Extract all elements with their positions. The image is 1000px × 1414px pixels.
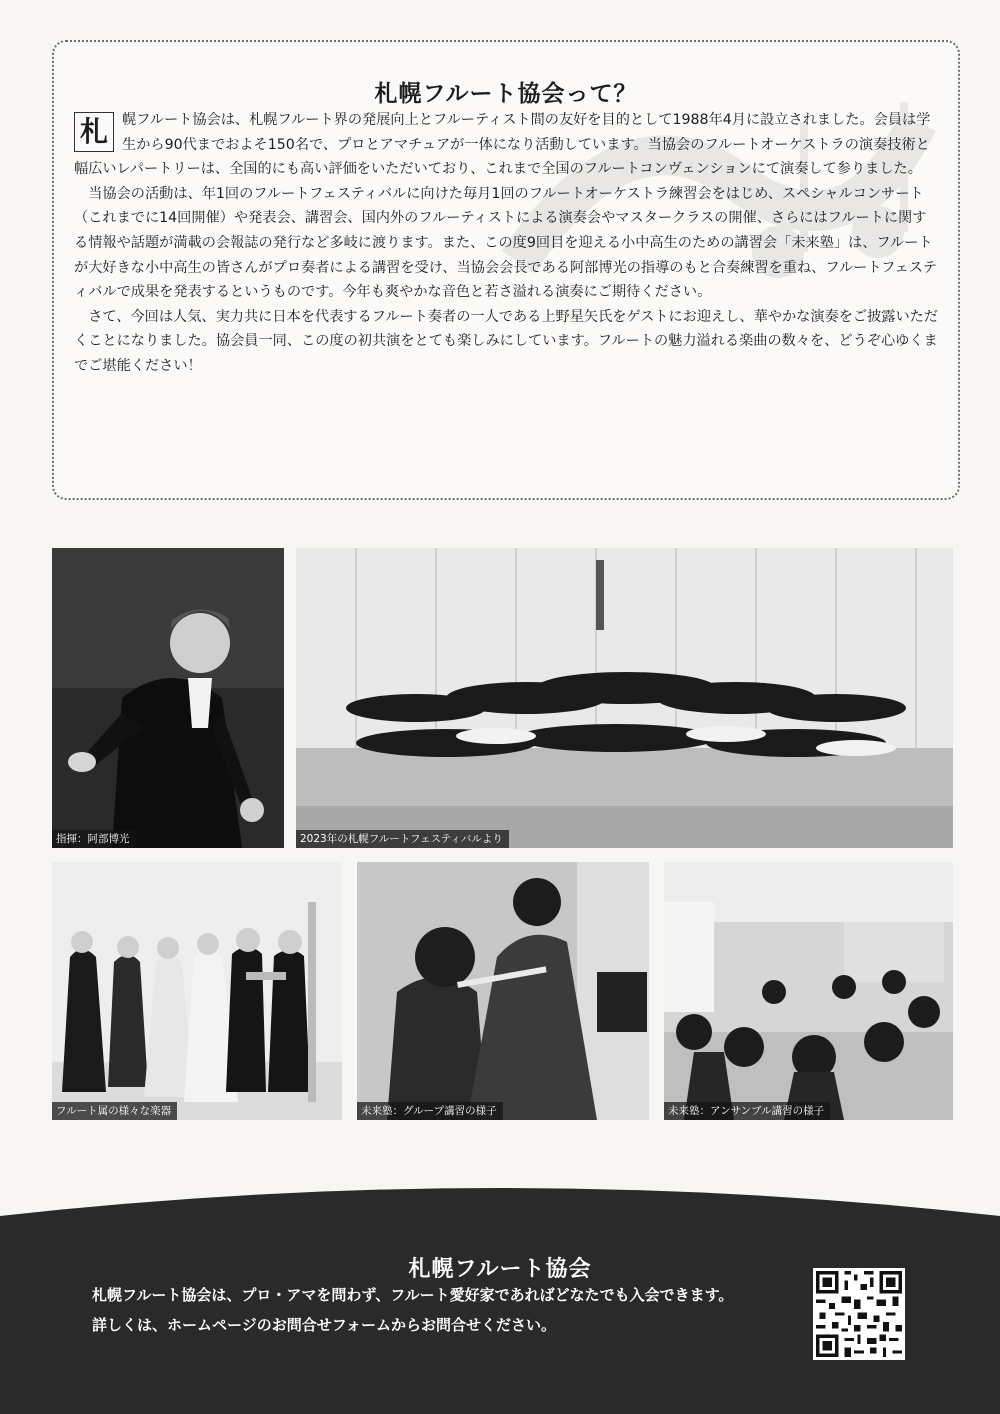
intro-paragraph-1 xyxy=(74,108,940,182)
festival-caption: 2023年の札幌フルートフェスティバルより xyxy=(296,830,509,848)
intro-title: 札幌フルート協会って？ xyxy=(374,81,638,108)
festival-photo xyxy=(296,548,953,848)
group-lesson-image-icon xyxy=(357,862,649,1120)
intro-paragraph-3: さて、今回は人気、実力共に日本を代表するフルート奏者の一人である上野星矢氏をゲストにお迎えし、華やかな演奏をご披露いただくことになりました。協会員一同、この度の初共演をとても楽しみにしています。フルートの魅力溢れる楽曲の数々を、どうぞ心ゆくまでご堪能ください！ xyxy=(74,308,939,374)
membership-line-1: 札幌フルート協会は、プロ・アマを問わず、フルート愛好家であればどなたでも入会できます。 xyxy=(92,1286,734,1304)
drop-cap: 札 xyxy=(74,112,114,152)
conductor-caption: 指揮：阿部博光 xyxy=(52,830,136,848)
instruments-photo xyxy=(52,862,342,1120)
flute-family-image-icon xyxy=(52,862,342,1120)
group-lesson-caption: 未来塾：グループ講習の様子 xyxy=(357,1102,503,1120)
membership-text xyxy=(92,1280,733,1340)
intro-body xyxy=(74,108,940,379)
ensemble-lesson-caption: 未来塾：アンサンブル講習の様子 xyxy=(664,1102,830,1120)
conductor-photo xyxy=(52,548,284,848)
membership-line-2: 詳しくは、ホームページのお問合せフォームからお問合せください。 xyxy=(92,1316,556,1334)
qr-code-icon[interactable] xyxy=(813,1268,905,1360)
intro-paragraph-1-text: 幌フルート協会は、札幌フルート界の発展向上とフルーティスト間の友好を目的として1988年4月に設立されました。会員は学生から90代までおよそ150名で、プロとアマチュアが一体になり活動しています。当協会のフルートオーケストラの演奏技術と幅広いレパートリーは、全国的にも高い評価をいただいており、これまで全国のフルートコンヴェンションにて演奏して参りました。 xyxy=(74,112,931,178)
conductor-image-icon xyxy=(52,548,284,848)
intro-paragraph-2: 当協会の活動は、年1回のフルートフェスティバルに向けた毎月1回のフルートオーケストラ練習会をはじめ、スペシャルコンサート（これまでに14回開催）や発表会、講習会、国内外のフルーティストによる演奏会やマスタークラスの開催、さらにはフルートに関する情報や話題が満載の会報誌の発行など多岐に渡ります。また、この度9回目を迎える小中高生のための講習会「未来塾」は、フルートが大好きな小中高生の皆さんがプロ奏者による講習を受け、当協会会長である阿部博光の指導のもと合奏練習を重ね、フルートフェスティバルで成果を発表するというものです。今年も爽やかな音色と若さ溢れる演奏にご期待ください。 xyxy=(74,185,937,301)
intro-box xyxy=(52,40,960,500)
ensemble-lesson-photo xyxy=(664,862,953,1120)
association-title: 札幌フルート協会 xyxy=(408,1257,592,1283)
festival-orchestra-image-icon xyxy=(296,548,953,848)
ensemble-lesson-image-icon xyxy=(664,862,953,1120)
association-info-band xyxy=(0,1180,1000,1414)
instruments-caption: フルート属の様々な楽器 xyxy=(52,1102,177,1120)
group-lesson-photo xyxy=(357,862,649,1120)
